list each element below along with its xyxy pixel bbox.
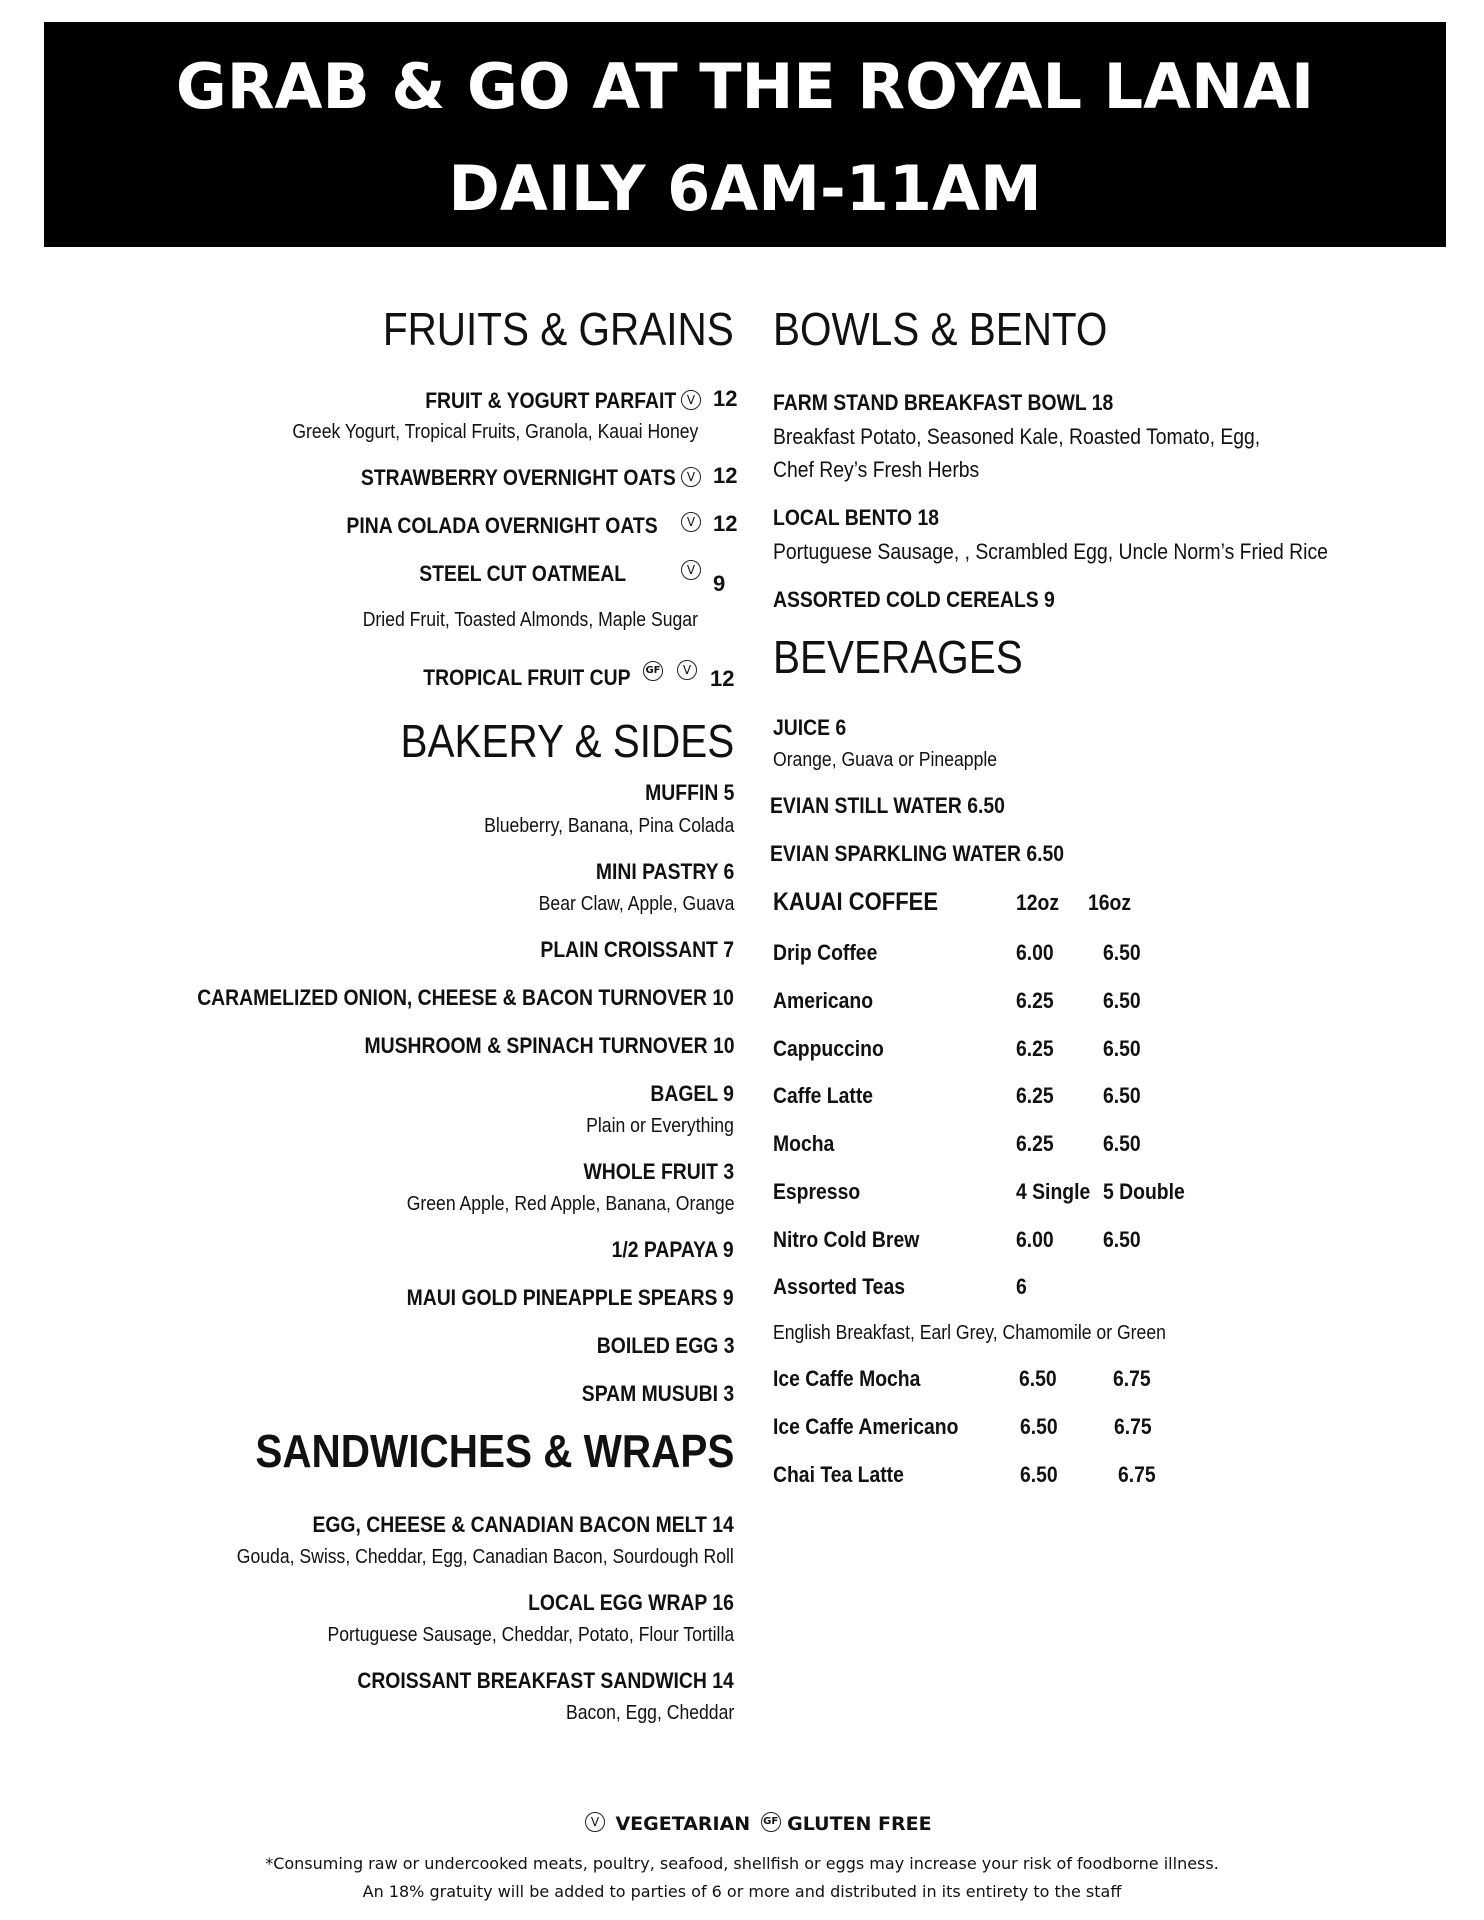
menu-item: WHOLE FRUIT 3 <box>583 1159 734 1184</box>
coffee-item: Mocha <box>773 1131 835 1156</box>
menu-item-description: Chef Rey’s Fresh Herbs <box>773 457 980 482</box>
menu-item-description: English Breakfast, Earl Grey, Chamomile or Green <box>773 1322 1166 1344</box>
menu-item-price: 9 <box>713 571 726 596</box>
header-title: GRAB & GO AT THE ROYAL LANAI <box>175 50 1315 123</box>
section-title-bakery-sides: BAKERY & SIDES <box>400 715 734 767</box>
menu-item: MINI PASTRY 6 <box>595 859 734 884</box>
coffee-item: Espresso <box>773 1179 861 1204</box>
menu-item: PLAIN CROISSANT 7 <box>540 937 734 962</box>
coffee-item: Caffe Latte <box>773 1083 874 1108</box>
gluten-free-icon: GF <box>761 1812 781 1832</box>
coffee-price-12oz: 6.25 <box>1016 1131 1054 1156</box>
coffee-header: KAUAI COFFEE <box>773 888 938 916</box>
menu-item-price: 12 <box>713 386 738 411</box>
menu-item: CROISSANT BREAKFAST SANDWICH 14 <box>357 1668 734 1693</box>
vegetarian-icon: V <box>681 560 701 580</box>
vegetarian-icon: V <box>681 512 701 532</box>
section-title-bowls-bento: BOWLS & BENTO <box>773 303 1108 355</box>
coffee-price-16oz: 6.50 <box>1103 940 1141 965</box>
coffee-price-12oz: 6.50 <box>1020 1462 1058 1487</box>
legend-vegetarian: VEGETARIAN <box>615 1813 751 1835</box>
menu-item-description: Breakfast Potato, Seasoned Kale, Roasted Tomato, Egg, <box>773 424 1261 449</box>
coffee-price-16oz: 6.75 <box>1113 1366 1151 1391</box>
coffee-price-12oz: 6.25 <box>1016 988 1054 1013</box>
vegetarian-icon: V <box>681 467 701 487</box>
vegetarian-icon: V <box>585 1812 605 1832</box>
menu-item-description: Bear Claw, Apple, Guava <box>538 893 734 915</box>
coffee-item: Americano <box>773 988 874 1013</box>
header-banner <box>44 22 1446 247</box>
menu-item: ASSORTED COLD CEREALS 9 <box>773 587 1055 612</box>
menu-item-description: Plain or Everything <box>586 1115 734 1137</box>
menu-item: CARAMELIZED ONION, CHEESE & BACON TURNOVER 10 <box>197 985 734 1010</box>
vegetarian-icon: V <box>677 660 697 680</box>
coffee-price-16oz: 5 Double <box>1103 1179 1185 1204</box>
size-header-12oz: 12oz <box>1016 890 1060 915</box>
food-safety-notice: *Consuming raw or undercooked meats, poultry, seafood, shellfish or eggs may increase your risk of foodborne illness. <box>265 1854 1219 1873</box>
menu-item: STEEL CUT OATMEAL <box>419 561 626 586</box>
coffee-price-12oz: 4 Single <box>1016 1179 1091 1204</box>
menu-item-price: 12 <box>713 511 738 536</box>
menu-item-description: Orange, Guava or Pineapple <box>773 749 998 771</box>
menu-item: STRAWBERRY OVERNIGHT OATS <box>361 465 676 490</box>
menu-item-description: Gouda, Swiss, Cheddar, Egg, Canadian Bacon, Sourdough Roll <box>236 1546 734 1568</box>
menu-item-description: Portuguese Sausage, , Scrambled Egg, Uncle Norm’s Fried Rice <box>773 539 1328 564</box>
section-title-fruits-grains: FRUITS & GRAINS <box>383 303 734 355</box>
menu-item: BAGEL 9 <box>650 1081 734 1106</box>
menu-item: JUICE 6 <box>773 715 847 740</box>
menu-item: SPAM MUSUBI 3 <box>581 1381 734 1406</box>
section-title-sandwiches-wraps: SANDWICHES & WRAPS <box>254 1425 734 1477</box>
coffee-item: Ice Caffe Mocha <box>773 1366 921 1391</box>
coffee-price-16oz: 6.50 <box>1103 1227 1141 1252</box>
legend <box>585 1812 932 1835</box>
menu-item-description: Dried Fruit, Toasted Almonds, Maple Sugar <box>362 609 698 631</box>
size-header-16oz: 16oz <box>1088 890 1132 915</box>
menu-item: FARM STAND BREAKFAST BOWL 18 <box>773 390 1114 415</box>
menu-item: MUSHROOM & SPINACH TURNOVER 10 <box>363 1033 734 1058</box>
header-hours: DAILY 6AM-11AM <box>448 152 1042 225</box>
coffee-item: Cappuccino <box>773 1036 884 1061</box>
coffee-price-12oz: 6.25 <box>1016 1036 1054 1061</box>
coffee-price-12oz: 6.00 <box>1016 1227 1054 1252</box>
menu-item: EVIAN STILL WATER 6.50 <box>770 793 1005 818</box>
coffee-price-12oz: 6 <box>1016 1274 1027 1299</box>
coffee-item: Chai Tea Latte <box>773 1462 904 1487</box>
menu-item-price: 12 <box>710 666 735 691</box>
coffee-price-16oz: 6.50 <box>1103 1036 1141 1061</box>
menu-item: PINA COLADA OVERNIGHT OATS <box>346 513 658 538</box>
coffee-price-16oz: 6.50 <box>1103 1083 1141 1108</box>
section-title-beverages: BEVERAGES <box>773 631 1023 683</box>
coffee-price-16oz: 6.75 <box>1118 1462 1156 1487</box>
menu-item: 1/2 PAPAYA 9 <box>612 1237 734 1262</box>
menu-item: EVIAN SPARKLING WATER 6.50 <box>770 841 1065 866</box>
coffee-price-16oz: 6.75 <box>1114 1414 1152 1439</box>
coffee-price-12oz: 6.25 <box>1016 1083 1054 1108</box>
coffee-item: Nitro Cold Brew <box>773 1227 920 1252</box>
menu-item-price: 12 <box>713 463 738 488</box>
coffee-price-12oz: 6.00 <box>1016 940 1054 965</box>
menu-item: EGG, CHEESE & CANADIAN BACON MELT 14 <box>312 1512 734 1537</box>
coffee-item: Drip Coffee <box>773 940 878 965</box>
menu-item: MUFFIN 5 <box>644 780 734 805</box>
menu-item: LOCAL BENTO 18 <box>773 505 940 530</box>
coffee-price-12oz: 6.50 <box>1020 1414 1058 1439</box>
gluten-free-icon: GF <box>643 660 663 681</box>
menu-item-description: Green Apple, Red Apple, Banana, Orange <box>406 1193 734 1215</box>
menu-item-description: Portuguese Sausage, Cheddar, Potato, Flour Tortilla <box>327 1624 734 1646</box>
menu-item: MAUI GOLD PINEAPPLE SPEARS 9 <box>406 1285 734 1310</box>
menu-item-description: Greek Yogurt, Tropical Fruits, Granola, Kauai Honey <box>292 421 698 443</box>
menu-item: BOILED EGG 3 <box>596 1333 734 1358</box>
menu-item: TROPICAL FRUIT CUP <box>422 665 630 690</box>
menu-item: LOCAL EGG WRAP 16 <box>528 1590 734 1615</box>
coffee-price-12oz: 6.50 <box>1019 1366 1057 1391</box>
menu-item-description: Bacon, Egg, Cheddar <box>565 1702 734 1724</box>
gratuity-notice: An 18% gratuity will be added to parties of 6 or more and distributed in its entirety to the staff <box>362 1882 1122 1901</box>
coffee-item: Assorted Teas <box>773 1274 905 1299</box>
coffee-item: Ice Caffe Americano <box>773 1414 959 1439</box>
menu-item: FRUIT & YOGURT PARFAIT <box>425 388 676 413</box>
vegetarian-icon: V <box>681 390 701 410</box>
coffee-price-16oz: 6.50 <box>1103 1131 1141 1156</box>
legend-gluten-free: GLUTEN FREE <box>787 1813 932 1835</box>
menu-item-description: Blueberry, Banana, Pina Colada <box>483 815 734 837</box>
coffee-price-16oz: 6.50 <box>1103 988 1141 1013</box>
